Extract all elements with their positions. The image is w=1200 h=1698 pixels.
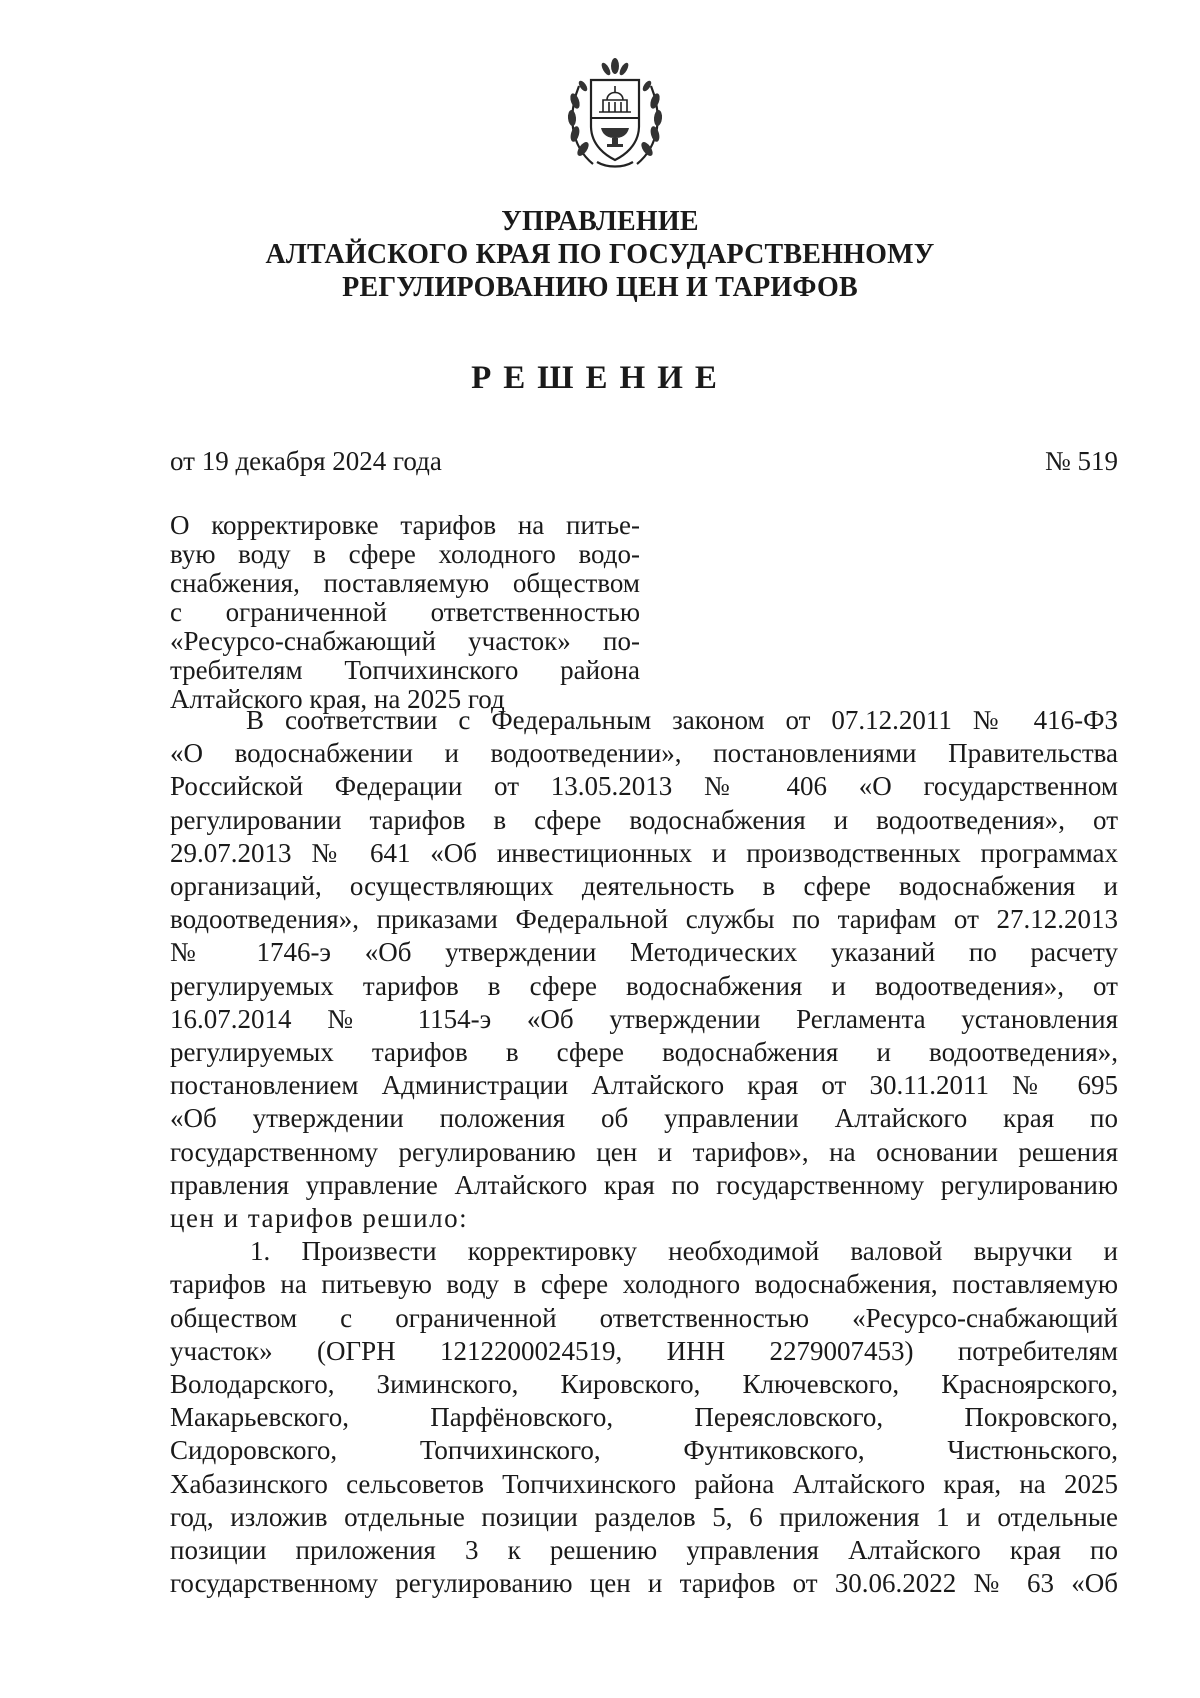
body-line: Макарьевского, Парфёновского, Переясловского, Покровского,	[170, 1402, 1118, 1433]
body-line: постановлением Администрации Алтайского края от 30.11.2011 № 695	[170, 1070, 1118, 1101]
subject-block	[170, 511, 640, 714]
document-number: № 519	[1044, 446, 1118, 476]
body-line: «О водоснабжении и водоотведении», постановлениями Правительства	[170, 738, 1118, 769]
subject-line: О корректировке тарифов на питье-	[170, 510, 640, 540]
body-line: № 1746-э «Об утверждении Методических указаний по расчету	[170, 937, 1118, 968]
subject-line: «Ресурсо-снабжающий участок» по-	[170, 626, 640, 656]
body-line: 1. Произвести корректировку необходимой валовой выручки и	[250, 1236, 1118, 1267]
body-line: участок» (ОГРН 1212200024519, ИНН 2279007453) потребителям	[170, 1335, 1118, 1366]
body-line: государственному регулированию цен и тарифов», на основании решения	[170, 1136, 1118, 1167]
body-line: год, изложив отдельные позиции разделов 5, 6 приложения 1 и отдельные	[170, 1501, 1118, 1532]
body-line: В соответствии с Федеральным законом от 07.12.2011 № 416-ФЗ	[246, 705, 1118, 735]
body-line: государственному регулированию цен и тарифов от 30.06.2022 № 63 «Об	[170, 1568, 1118, 1599]
agency-header	[0, 205, 1200, 304]
body-line: Сидоровского, Топчихинского, Фунтиковского, Чистюньского,	[170, 1435, 1118, 1466]
body-line: обществом с ограниченной ответственностью «Ресурсо-снабжающий	[170, 1302, 1118, 1333]
body-line: водоотведения», приказами Федеральной службы по тарифам от 27.12.2013	[170, 904, 1118, 935]
body-line: 29.07.2013 № 641 «Об инвестиционных и производственных программах	[170, 837, 1118, 868]
body-line: тарифов на питьевую воду в сфере холодного водоснабжения, поставляемую	[170, 1269, 1118, 1300]
body-line: «Об утверждении положения об управлении Алтайского края по	[170, 1103, 1118, 1134]
body-line: регулируемых тарифов в сфере водоснабжения и водоотведения»,	[170, 1037, 1118, 1068]
subject-line: с ограниченной ответственностью	[170, 597, 640, 627]
body-line: позиции приложения 3 к решению управления Алтайского края по	[170, 1535, 1118, 1566]
header-line-1: УПРАВЛЕНИЕ	[501, 206, 699, 237]
coat-of-arms-icon	[563, 56, 667, 176]
body-line: цен и тарифов решило:	[170, 1203, 469, 1234]
body-line: 16.07.2014 № 1154-э «Об утверждении Регламента установления	[170, 1003, 1118, 1034]
body-line: Хабазинского сельсоветов Топчихинского района Алтайского края, на 2025	[170, 1468, 1118, 1499]
subject-line: требителям Топчихинского района	[170, 655, 640, 685]
subject-line: вую воду в сфере холодного водо-	[170, 539, 640, 569]
header-line-3: РЕГУЛИРОВАНИЮ ЦЕН И ТАРИФОВ	[342, 272, 858, 303]
document-date: от 19 декабря 2024 года	[170, 446, 442, 476]
subject-line: Алтайского края, на 2025 год	[170, 684, 505, 714]
header-line-2: АЛТАЙСКОГО КРАЯ ПО ГОСУДАРСТВЕННОМУ	[265, 239, 935, 270]
subject-line: снабжения, поставляемую обществом	[170, 568, 640, 598]
body-line: правления управление Алтайского края по государственному регулированию	[170, 1169, 1118, 1200]
document-body	[170, 704, 1118, 1600]
body-line: организаций, осуществляющих деятельность в сфере водоснабжения и	[170, 871, 1118, 902]
body-line: Российской Федерации от 13.05.2013 № 406 «О государственном	[170, 771, 1118, 802]
body-line: Володарского, Зиминского, Кировского, Ключевского, Красноярского,	[170, 1369, 1118, 1400]
body-line: регулировании тарифов в сфере водоснабжения и водоотведения», от	[170, 804, 1118, 835]
body-line: регулируемых тарифов в сфере водоснабжения и водоотведения», от	[170, 970, 1118, 1001]
document-title: РЕШЕНИЕ	[471, 360, 729, 396]
